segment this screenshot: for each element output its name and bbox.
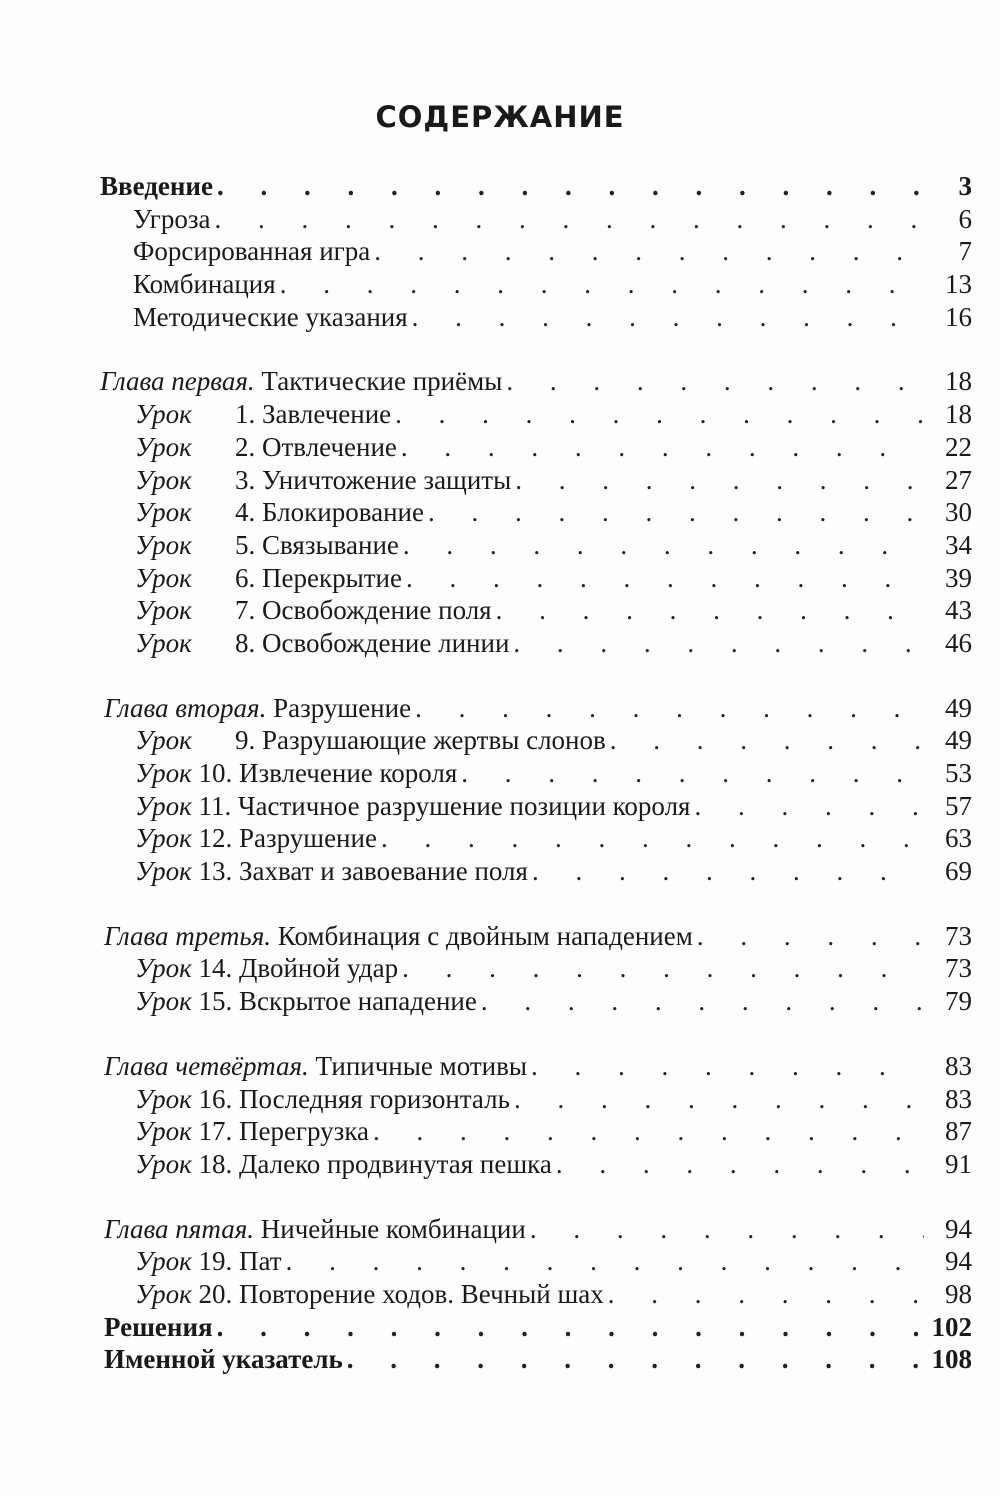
lesson-title: Частичное разрушение позиции короля: [237, 790, 691, 821]
leader-dots: [515, 464, 924, 497]
lesson-number: 9.: [235, 725, 256, 756]
lesson-prefix: Урок: [135, 823, 192, 854]
toc-entry-chapter[interactable]: [100, 365, 972, 398]
toc-entry-label: [104, 1050, 527, 1083]
leader-dots: [217, 1311, 924, 1344]
lesson-title: Пат: [238, 1246, 282, 1277]
lesson-title: Разрушение: [238, 823, 377, 854]
leader-dots: [532, 855, 924, 888]
lesson-number: 14.: [198, 953, 233, 984]
toc-entry-intro-item[interactable]: [100, 203, 972, 236]
lesson-prefix: Урок: [135, 464, 192, 495]
toc-entry-label: [135, 952, 398, 985]
toc-page-number: 79: [945, 986, 972, 1017]
chapter-title: Комбинация с двойным нападением: [277, 920, 693, 951]
lesson-prefix: Урок: [135, 856, 192, 887]
toc-page-number: 6: [958, 203, 972, 234]
toc-entry-chapter[interactable]: [100, 1050, 972, 1083]
toc-page-number: 98: [945, 1278, 972, 1309]
toc-entry-intro[interactable]: [100, 170, 972, 203]
lesson-title: Завлечение: [262, 399, 392, 430]
toc-page-number: 13: [945, 269, 972, 300]
toc-entry-lesson[interactable]: [100, 431, 972, 464]
toc-entry-chapter[interactable]: [100, 1213, 972, 1246]
toc-entry-lesson[interactable]: [100, 594, 972, 627]
toc-entry-lesson[interactable]: [100, 529, 972, 562]
toc-entry-intro-item[interactable]: [100, 268, 972, 301]
lesson-title: Извлечение короля: [238, 758, 458, 788]
leader-dots: [513, 627, 924, 660]
toc-entry-label: [135, 627, 509, 660]
toc-page-number: 43: [945, 595, 972, 626]
toc-entry-lesson[interactable]: [100, 496, 972, 529]
lesson-prefix: Урок: [135, 1116, 192, 1147]
page-title: СОДЕРЖАНИЕ: [375, 100, 625, 134]
lesson-title: Освобождение поля: [262, 595, 492, 626]
lesson-number: 2.: [235, 431, 256, 462]
leader-dots: [530, 1213, 924, 1246]
toc-page-number: 49: [945, 692, 972, 723]
toc-entry-label: [135, 562, 402, 595]
toc-entry-label: [135, 757, 457, 790]
lesson-title: Разрушающие жертвы слонов: [262, 725, 606, 756]
leader-dots: [428, 496, 924, 529]
lesson-prefix: Урок: [135, 1278, 192, 1309]
leader-dots: [461, 757, 924, 790]
toc-entry-label: [135, 1083, 510, 1116]
leader-dots: [697, 920, 924, 953]
toc-entry-label: [135, 724, 606, 757]
lesson-number: 7.: [235, 595, 256, 626]
toc-page-number: 91: [945, 1148, 972, 1179]
lesson-number: 1.: [235, 399, 256, 430]
toc-entry-lesson[interactable]: [100, 1083, 972, 1116]
toc-page-number: 108: [931, 1344, 972, 1375]
leader-dots: [381, 822, 924, 855]
toc-page-number: 34: [945, 529, 972, 560]
lesson-number: 17.: [198, 1116, 233, 1147]
leader-dots: [395, 398, 924, 431]
toc-entry-label: [100, 365, 502, 398]
toc-entry-lesson[interactable]: [100, 822, 972, 855]
section-gap: [100, 660, 972, 692]
toc-entry-label: [135, 529, 399, 562]
leader-dots: [415, 692, 924, 725]
toc-entry-label: [135, 985, 477, 1018]
toc-entry-label: Угроза: [133, 203, 211, 234]
toc-page-number: 73: [945, 920, 972, 951]
toc-entry-chapter[interactable]: [100, 692, 972, 725]
lesson-title: Вскрытое нападение: [238, 986, 477, 1017]
lesson-number: 15.: [198, 986, 233, 1017]
toc-page-number: 63: [945, 823, 972, 854]
toc-entry-name-index[interactable]: [100, 1343, 972, 1376]
toc-entry-label: [135, 398, 391, 431]
leader-dots: [401, 431, 924, 464]
lesson-number: 6.: [235, 562, 256, 593]
lesson-number: 5.: [235, 529, 256, 560]
toc-entry-label: [135, 594, 492, 627]
leader-dots: [608, 1278, 924, 1311]
toc-page-number: 18: [945, 399, 972, 430]
lesson-number: 19.: [198, 1246, 233, 1277]
chapter-title: Ничейные комбинации: [260, 1213, 526, 1244]
section-gap: [100, 1018, 972, 1050]
lesson-prefix: Урок: [135, 1148, 192, 1179]
toc-page-number: 16: [945, 301, 972, 332]
leader-dots: [406, 562, 924, 595]
toc-entry-label: [135, 431, 397, 464]
toc-entry-label: [104, 1213, 526, 1246]
lesson-title: Связывание: [262, 529, 399, 560]
chapter-prefix: Глава первая.: [100, 366, 255, 397]
lesson-title: Перегрузка: [238, 1116, 370, 1147]
toc-entry-lesson[interactable]: [100, 724, 972, 757]
lesson-title: Перекрытие: [262, 562, 402, 593]
leader-dots: [402, 952, 924, 985]
lesson-prefix: Урок: [135, 986, 192, 1017]
toc-entry-solutions[interactable]: [100, 1311, 972, 1344]
leader-dots: [531, 1050, 924, 1083]
toc-entry-lesson[interactable]: [100, 464, 972, 497]
toc-entry-lesson[interactable]: [100, 790, 972, 823]
chapter-title: Тактические приёмы: [261, 366, 503, 397]
leader-dots: [610, 724, 924, 757]
toc-page-number: 69: [945, 856, 972, 887]
lesson-number: 13.: [198, 856, 233, 887]
leader-dots: [374, 235, 924, 268]
toc-entry-label: [135, 496, 424, 529]
lesson-number: 3.: [235, 464, 256, 495]
toc-page-number: 3: [958, 171, 972, 201]
toc-entry-intro-item[interactable]: [100, 301, 972, 334]
leader-dots: [481, 985, 924, 1018]
toc-entry-label: [135, 1115, 369, 1148]
leader-dots: [280, 268, 924, 301]
chapter-prefix: Глава третья.: [104, 920, 272, 951]
lesson-prefix: Урок: [135, 758, 192, 788]
toc-entry-lesson[interactable]: [100, 398, 972, 431]
toc-page-number: 30: [945, 497, 972, 528]
section-gap: [100, 888, 972, 920]
lesson-title: Повторение ходов. Вечный шах: [238, 1278, 604, 1309]
lesson-title: Последняя горизонталь: [238, 1083, 510, 1114]
toc-entry-lesson[interactable]: [100, 1148, 972, 1181]
section-gap: [100, 333, 972, 365]
leader-dots: [373, 1115, 924, 1148]
toc-entry-label: Введение: [100, 171, 213, 201]
leader-dots: [514, 1083, 924, 1116]
toc-entry-intro-item[interactable]: [100, 235, 972, 268]
toc-page-number: 57: [945, 790, 972, 821]
lesson-prefix: Урок: [135, 431, 192, 462]
toc-page-number: 7: [958, 236, 972, 267]
chapter-title: Типичные мотивы: [315, 1050, 527, 1081]
toc-entry-lesson[interactable]: [100, 627, 972, 660]
toc-entry-lesson[interactable]: [100, 562, 972, 595]
toc-page-number: 83: [945, 1050, 972, 1081]
toc-entry-label: [135, 855, 528, 888]
leader-dots: [496, 594, 924, 627]
toc-page-number: 46: [945, 627, 972, 658]
toc-entry-lesson[interactable]: [100, 985, 972, 1018]
lesson-title: Отвлечение: [262, 431, 397, 462]
toc-page-number: 94: [945, 1213, 972, 1244]
toc-entry-label: [104, 920, 693, 953]
toc-entry-label: [135, 464, 511, 497]
toc-page-number: 102: [931, 1311, 972, 1342]
leader-dots: [347, 1343, 924, 1376]
toc-page-number: 18: [945, 366, 972, 397]
lesson-prefix: Урок: [135, 399, 192, 430]
toc-entry-lesson[interactable]: [100, 952, 972, 985]
toc-entry-label: [135, 790, 690, 823]
leader-dots: [286, 1245, 924, 1278]
leader-dots: [556, 1148, 924, 1181]
toc-entry-label: [104, 692, 411, 725]
lesson-prefix: Урок: [135, 1083, 192, 1114]
toc-entry-label: [135, 1245, 282, 1278]
toc-entry-lesson[interactable]: [100, 1245, 972, 1278]
toc-entry-label: Методические указания: [133, 301, 408, 332]
lesson-number: 8.: [235, 627, 256, 658]
toc-entry-lesson[interactable]: [100, 1115, 972, 1148]
lesson-prefix: Урок: [135, 953, 192, 984]
lesson-prefix: Урок: [135, 497, 192, 528]
toc-entry-lesson[interactable]: [100, 1278, 972, 1311]
leader-dots: [694, 790, 924, 823]
toc-page-number: 39: [945, 562, 972, 593]
toc-entry-label: [135, 1278, 604, 1311]
toc-page-number: 49: [945, 725, 972, 756]
lesson-prefix: Урок: [135, 1246, 192, 1277]
lesson-number: 18.: [198, 1148, 233, 1179]
toc-entry-lesson[interactable]: [100, 757, 972, 790]
toc-page-number: 94: [945, 1246, 972, 1277]
table-of-contents: [100, 170, 972, 1376]
toc-page-number: 87: [945, 1116, 972, 1147]
toc-page-number: 27: [945, 464, 972, 495]
lesson-title: Блокирование: [262, 497, 424, 528]
lesson-number: 4.: [235, 497, 256, 528]
toc-page-number: 73: [945, 953, 972, 984]
lesson-title: Двойной удар: [238, 953, 399, 984]
toc-entry-label: Именной указатель: [104, 1344, 343, 1375]
chapter-prefix: Глава четвёртая.: [104, 1050, 309, 1081]
lesson-title: Освобождение линии: [262, 627, 510, 658]
lesson-prefix: Урок: [135, 627, 192, 658]
lesson-prefix: Урок: [135, 725, 192, 756]
lesson-title: Далеко продвинутая пешка: [238, 1148, 552, 1179]
leader-dots: [214, 203, 924, 236]
chapter-prefix: Глава вторая.: [104, 692, 267, 723]
toc-page-number: 53: [945, 758, 972, 788]
lesson-title: Уничтожение защиты: [262, 464, 512, 495]
leader-dots: [506, 365, 924, 398]
toc-entry-chapter[interactable]: [100, 920, 972, 953]
toc-page-number: 83: [945, 1083, 972, 1114]
lesson-prefix: Урок: [135, 562, 192, 593]
leader-dots: [412, 301, 924, 334]
toc-entry-label: [135, 1148, 552, 1181]
toc-entry-label: Комбинация: [133, 269, 276, 300]
lesson-number: 20.: [198, 1278, 233, 1309]
lesson-number: 10.: [198, 758, 233, 788]
lesson-number: 11.: [198, 790, 232, 821]
lesson-prefix: Урок: [135, 595, 192, 626]
section-gap: [100, 1181, 972, 1213]
chapter-title: Разрушение: [273, 692, 412, 723]
toc-entry-label: [135, 822, 377, 855]
lesson-number: 12.: [198, 823, 233, 854]
leader-dots: [403, 529, 924, 562]
leader-dots: [217, 170, 924, 203]
lesson-number: 16.: [198, 1083, 233, 1114]
lesson-prefix: Урок: [135, 790, 192, 821]
toc-page-number: 22: [945, 431, 972, 462]
lesson-prefix: Урок: [135, 529, 192, 560]
toc-entry-label: Форсированная игра: [133, 236, 371, 267]
lesson-title: Захват и завоевание поля: [238, 856, 528, 887]
chapter-prefix: Глава пятая.: [104, 1213, 254, 1244]
toc-entry-lesson[interactable]: [100, 855, 972, 888]
toc-entry-label: Решения: [104, 1311, 213, 1342]
